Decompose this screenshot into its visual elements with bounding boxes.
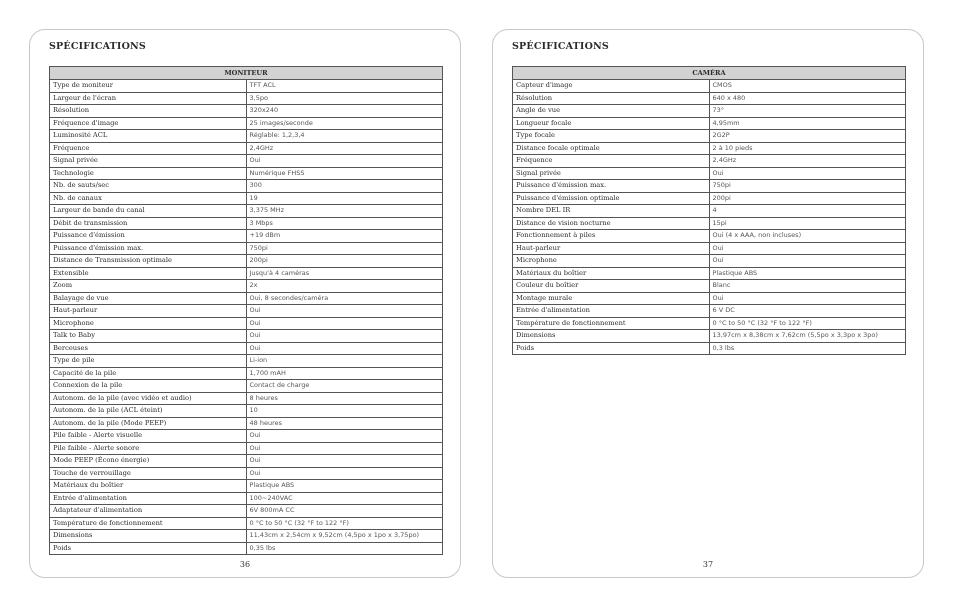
- page-heading: SPÉCIFICATIONS: [512, 41, 609, 52]
- spec-label: Type de moniteur: [50, 80, 247, 93]
- monitor-spec-table: [49, 66, 443, 555]
- spec-value: 640 x 480: [709, 92, 906, 105]
- spec-value: 11,43cm x 2,54cm x 9,52cm (4,5po x 1po x 3,75po): [246, 530, 443, 543]
- spec-label: Capteur d'image: [513, 80, 710, 93]
- spec-value: 13,97cm x 8,38cm x 7,62cm (5,5po x 3,3po x 3po): [709, 330, 906, 343]
- table-row: [513, 192, 906, 205]
- table-row: [50, 442, 443, 455]
- spec-value: Oui: [246, 317, 443, 330]
- spec-label: Puissance d'émission optimale: [513, 192, 710, 205]
- table-row: [513, 80, 906, 93]
- table-row: [50, 155, 443, 168]
- spec-label: Fréquence d'image: [50, 117, 247, 130]
- table-row: [50, 142, 443, 155]
- spec-value: 10: [246, 405, 443, 418]
- spec-label: Microphone: [50, 317, 247, 330]
- table-row: [513, 105, 906, 118]
- table-row: [513, 117, 906, 130]
- table-row: [513, 342, 906, 355]
- table-row: [50, 92, 443, 105]
- spec-value: 750pi: [709, 180, 906, 193]
- table-row: [513, 205, 906, 218]
- table-row: [50, 180, 443, 193]
- table-row: [50, 317, 443, 330]
- spec-label: Talk to Baby: [50, 330, 247, 343]
- spec-label: Extensible: [50, 267, 247, 280]
- spec-value: 200pi: [246, 255, 443, 268]
- table-row: [50, 230, 443, 243]
- table-row: [50, 292, 443, 305]
- table-row: [50, 367, 443, 380]
- spec-label: Berceuses: [50, 342, 247, 355]
- table-row: [50, 405, 443, 418]
- spec-value: 3 Mbps: [246, 217, 443, 230]
- spec-value: 6V 800mA CC: [246, 505, 443, 518]
- spec-label: Dimensions: [50, 530, 247, 543]
- table-row: [513, 292, 906, 305]
- table-row: [50, 505, 443, 518]
- spec-label: Puissance d'émission max.: [50, 242, 247, 255]
- table-row: [513, 280, 906, 293]
- spec-label: Nb. de sauts/sec: [50, 180, 247, 193]
- spec-label: Pile faible - Alerte visuelle: [50, 430, 247, 443]
- table-row: [513, 317, 906, 330]
- spec-label: Zoom: [50, 280, 247, 293]
- spec-label: Résolution: [513, 92, 710, 105]
- spec-value: Oui: [246, 330, 443, 343]
- spec-label: Type de pile: [50, 355, 247, 368]
- table-row: [50, 417, 443, 430]
- table-row: [513, 217, 906, 230]
- spec-value: Jusqu'à 4 caméras: [246, 267, 443, 280]
- table-row: [50, 105, 443, 118]
- spec-value: 0,3 lbs: [709, 342, 906, 355]
- spec-label: Haut-parleur: [513, 242, 710, 255]
- spec-value: 0 °C to 50 °C (32 °F to 122 °F): [709, 317, 906, 330]
- spec-value: 0 °C to 50 °C (32 °F to 122 °F): [246, 517, 443, 530]
- table-row: [50, 455, 443, 468]
- page-left: [29, 29, 461, 578]
- spec-label: Autonom. de la pile (ACL éteint): [50, 405, 247, 418]
- spec-label: Signal privée: [50, 155, 247, 168]
- table-row: [50, 242, 443, 255]
- spec-value: 0,35 lbs: [246, 542, 443, 555]
- table-row: [50, 342, 443, 355]
- table-row: [513, 92, 906, 105]
- spec-label: Largeur de l'écran: [50, 92, 247, 105]
- spec-value: 4,95mm: [709, 117, 906, 130]
- spec-value: 25 images/seconde: [246, 117, 443, 130]
- spec-label: Angle de vue: [513, 105, 710, 118]
- spec-label: Connexion de la pile: [50, 380, 247, 393]
- page-number: 36: [239, 560, 251, 569]
- table-row: [50, 467, 443, 480]
- spec-value: Plastique ABS: [709, 267, 906, 280]
- spec-value: 48 heures: [246, 417, 443, 430]
- spec-value: 73°: [709, 105, 906, 118]
- table-row: [513, 180, 906, 193]
- spec-label: Matériaux du boîtier: [513, 267, 710, 280]
- spec-value: Plastique ABS: [246, 480, 443, 493]
- table-row: [50, 392, 443, 405]
- spec-label: Signal privée: [513, 167, 710, 180]
- table-row: [513, 230, 906, 243]
- spec-label: Fonctionnement à piles: [513, 230, 710, 243]
- spec-label: Capacité de la pile: [50, 367, 247, 380]
- spec-value: 100~240VAC: [246, 492, 443, 505]
- table-row: [50, 267, 443, 280]
- spec-value: TFT ACL: [246, 80, 443, 93]
- spec-value: 4: [709, 205, 906, 218]
- spec-value: Oui: [246, 442, 443, 455]
- spec-label: Mode PEEP (Écono énergie): [50, 455, 247, 468]
- table-row: [50, 280, 443, 293]
- table-row: [50, 80, 443, 93]
- spec-value: Oui: [246, 155, 443, 168]
- spec-label: Largeur de bande du canal: [50, 205, 247, 218]
- spec-label: Distance focale optimale: [513, 142, 710, 155]
- spec-value: 2 à 10 pieds: [709, 142, 906, 155]
- table-row: [513, 330, 906, 343]
- spec-value: +19 dBm: [246, 230, 443, 243]
- spec-label: Adaptateur d'alimentation: [50, 505, 247, 518]
- spec-value: Oui (4 x AAA, non incluses): [709, 230, 906, 243]
- spec-value: Oui: [709, 167, 906, 180]
- spec-value: 3,375 MHz: [246, 205, 443, 218]
- spec-value: Oui: [709, 255, 906, 268]
- spec-value: Li-ion: [246, 355, 443, 368]
- table-row: [50, 205, 443, 218]
- spec-value: 320x240: [246, 105, 443, 118]
- spec-label: Autonom. de la pile (avec vidéo et audio): [50, 392, 247, 405]
- table-row: [50, 430, 443, 443]
- spec-label: Fréquence: [513, 155, 710, 168]
- spec-value: 6 V DC: [709, 305, 906, 318]
- table-row: [50, 380, 443, 393]
- spec-label: Luminosité ACL: [50, 130, 247, 143]
- spec-value: Oui: [246, 467, 443, 480]
- table-row: [513, 255, 906, 268]
- table-row: [50, 355, 443, 368]
- spec-value: 2,4GHz: [246, 142, 443, 155]
- spec-label: Touche de verrouillage: [50, 467, 247, 480]
- page-heading: SPÉCIFICATIONS: [49, 41, 146, 52]
- spec-value: Contact de charge: [246, 380, 443, 393]
- spec-value: Oui: [709, 242, 906, 255]
- spec-value: 300: [246, 180, 443, 193]
- spec-label: Longueur focale: [513, 117, 710, 130]
- spec-label: Haut-parleur: [50, 305, 247, 318]
- table-row: [50, 117, 443, 130]
- table-row: [50, 217, 443, 230]
- spec-value: 2x: [246, 280, 443, 293]
- spec-label: Montage murale: [513, 292, 710, 305]
- spec-value: Oui: [709, 292, 906, 305]
- spec-label: Pile faible - Alerte sonore: [50, 442, 247, 455]
- spec-label: Température de fonctionnement: [50, 517, 247, 530]
- page-number: 37: [702, 560, 714, 569]
- spec-label: Distance de Transmission optimale: [50, 255, 247, 268]
- spec-label: Type focale: [513, 130, 710, 143]
- spec-label: Dimensions: [513, 330, 710, 343]
- spec-label: Nb. de canaux: [50, 192, 247, 205]
- spec-value: 8 heures: [246, 392, 443, 405]
- spec-value: 2,4GHz: [709, 155, 906, 168]
- spec-value: Numérique FHSS: [246, 167, 443, 180]
- table-row: [50, 530, 443, 543]
- spec-label: Entrée d'alimentation: [513, 305, 710, 318]
- spec-label: Puissance d'émission max.: [513, 180, 710, 193]
- table-row: [513, 167, 906, 180]
- table-title: CAMÉRA: [513, 67, 906, 80]
- table-row: [513, 305, 906, 318]
- table-row: [513, 142, 906, 155]
- table-row: [50, 330, 443, 343]
- table-row: [50, 517, 443, 530]
- spec-value: Oui: [246, 342, 443, 355]
- spec-label: Température de fonctionnement: [513, 317, 710, 330]
- spec-label: Autonom. de la pile (Mode PEEP): [50, 417, 247, 430]
- spec-label: Entrée d'alimentation: [50, 492, 247, 505]
- table-row: [50, 492, 443, 505]
- spec-label: Balayage de vue: [50, 292, 247, 305]
- spec-value: 19: [246, 192, 443, 205]
- spec-label: Microphone: [513, 255, 710, 268]
- spec-label: Nombre DEL IR: [513, 205, 710, 218]
- spec-value: Blanc: [709, 280, 906, 293]
- page-right: [492, 29, 924, 578]
- table-row: [50, 192, 443, 205]
- spec-value: Oui, 8 secondes/caméra: [246, 292, 443, 305]
- spec-value: 3,5po: [246, 92, 443, 105]
- spec-label: Poids: [50, 542, 247, 555]
- spec-label: Puissance d'émission: [50, 230, 247, 243]
- spec-label: Résolution: [50, 105, 247, 118]
- table-row: [513, 155, 906, 168]
- spec-label: Matériaux du boîtier: [50, 480, 247, 493]
- table-title: MONITEUR: [50, 67, 443, 80]
- spec-value: 2G2P: [709, 130, 906, 143]
- spec-label: Distance de vision nocturne: [513, 217, 710, 230]
- spec-value: Oui: [246, 455, 443, 468]
- spec-label: Débit de transmission: [50, 217, 247, 230]
- spec-label: Technologie: [50, 167, 247, 180]
- table-row: [50, 542, 443, 555]
- spec-label: Poids: [513, 342, 710, 355]
- spec-value: Oui: [246, 305, 443, 318]
- table-row: [50, 480, 443, 493]
- table-row: [50, 167, 443, 180]
- spec-value: 1,700 mAH: [246, 367, 443, 380]
- table-row: [513, 130, 906, 143]
- spec-value: 750pi: [246, 242, 443, 255]
- table-row: [50, 255, 443, 268]
- table-row: [50, 305, 443, 318]
- spec-value: Réglable: 1,2,3,4: [246, 130, 443, 143]
- table-row: [50, 130, 443, 143]
- table-row: [513, 267, 906, 280]
- camera-spec-table: [512, 66, 906, 355]
- spec-value: 200pi: [709, 192, 906, 205]
- spec-label: Couleur du boîtier: [513, 280, 710, 293]
- spec-value: 15pi: [709, 217, 906, 230]
- table-row: [513, 242, 906, 255]
- spec-value: CMOS: [709, 80, 906, 93]
- spec-value: Oui: [246, 430, 443, 443]
- spec-label: Fréquence: [50, 142, 247, 155]
